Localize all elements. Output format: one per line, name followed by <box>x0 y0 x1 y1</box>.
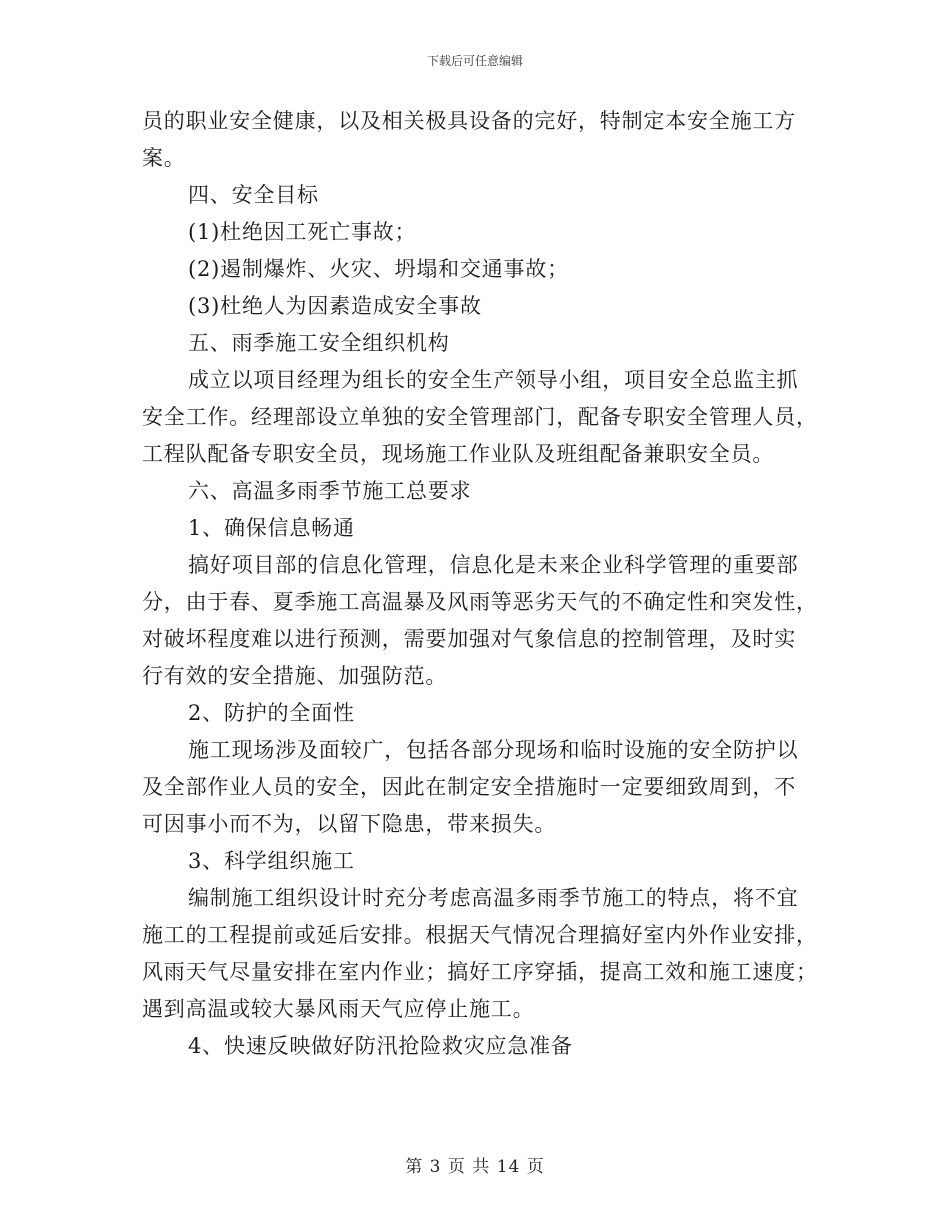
text-line: 遇到高温或较大暴风雨天气应停止施工。 <box>142 997 535 1021</box>
text-line: 及全部作业人员的安全，因此在制定安全措施时一定要细致周到，不 <box>142 775 796 799</box>
text-line: (3)杜绝人为因素造成安全事故 <box>188 294 482 318</box>
text-line: 3、科学组织施工 <box>188 849 355 873</box>
text-line: (1)杜绝因工死亡事故； <box>188 220 417 244</box>
text-line: 四、安全目标 <box>188 183 319 207</box>
text-line: 搞好项目部的信息化管理，信息化是未来企业科学管理的重要部 <box>188 553 799 577</box>
text-line: 分，由于春、夏季施工高温暴及风雨等恶劣天气的不确定性和突发性， <box>142 590 818 614</box>
text-line: 4、快速反映做好防汛抢险救灾应急准备 <box>188 1034 573 1058</box>
text-line: 六、高温多雨季节施工总要求 <box>188 479 472 503</box>
text-line: 施工的工程提前或延后安排。根据天气情况合理搞好室内外作业安排， <box>142 923 818 947</box>
text-line: 编制施工组织设计时充分考虑高温多雨季节施工的特点，将不宜 <box>188 886 799 910</box>
text-line: 工程队配备专职安全员，现场施工作业队及班组配备兼职安全员。 <box>142 442 775 466</box>
text-line: 风雨天气尽量安排在室内作业；搞好工序穿插，提高工效和施工速度； <box>142 960 818 984</box>
text-line: 1、确保信息畅通 <box>188 516 355 540</box>
page-header: 下载后可任意编辑 <box>426 54 523 68</box>
text-line: 安全工作。经理部设立单独的安全管理部门，配备专职安全管理人员， <box>142 405 818 429</box>
text-line: 五、雨季施工安全组织机构 <box>188 331 450 355</box>
text-line: 施工现场涉及面较广，包括各部分现场和临时设施的安全防护以 <box>188 738 799 762</box>
text-line: 成立以项目经理为组长的安全生产领导小组，项目安全总监主抓 <box>188 368 799 392</box>
text-line: 可因事小而不为，以留下隐患，带来损失。 <box>142 812 557 836</box>
text-line: 对破坏程度难以进行预测，需要加强对气象信息的控制管理，及时实 <box>142 627 796 651</box>
text-line: 行有效的安全措施、加强防范。 <box>142 664 448 688</box>
text-line: 2、防护的全面性 <box>188 701 355 725</box>
text-line: (2)遏制爆炸、火灾、坍塌和交通事故； <box>188 257 569 281</box>
document-body <box>142 103 818 1065</box>
text-line: 案。 <box>142 146 186 170</box>
text-line: 员的职业安全健康，以及相关极具设备的完好，特制定本安全施工方 <box>142 109 796 133</box>
page-footer: 第 3 页 共 14 页 <box>405 1157 545 1177</box>
